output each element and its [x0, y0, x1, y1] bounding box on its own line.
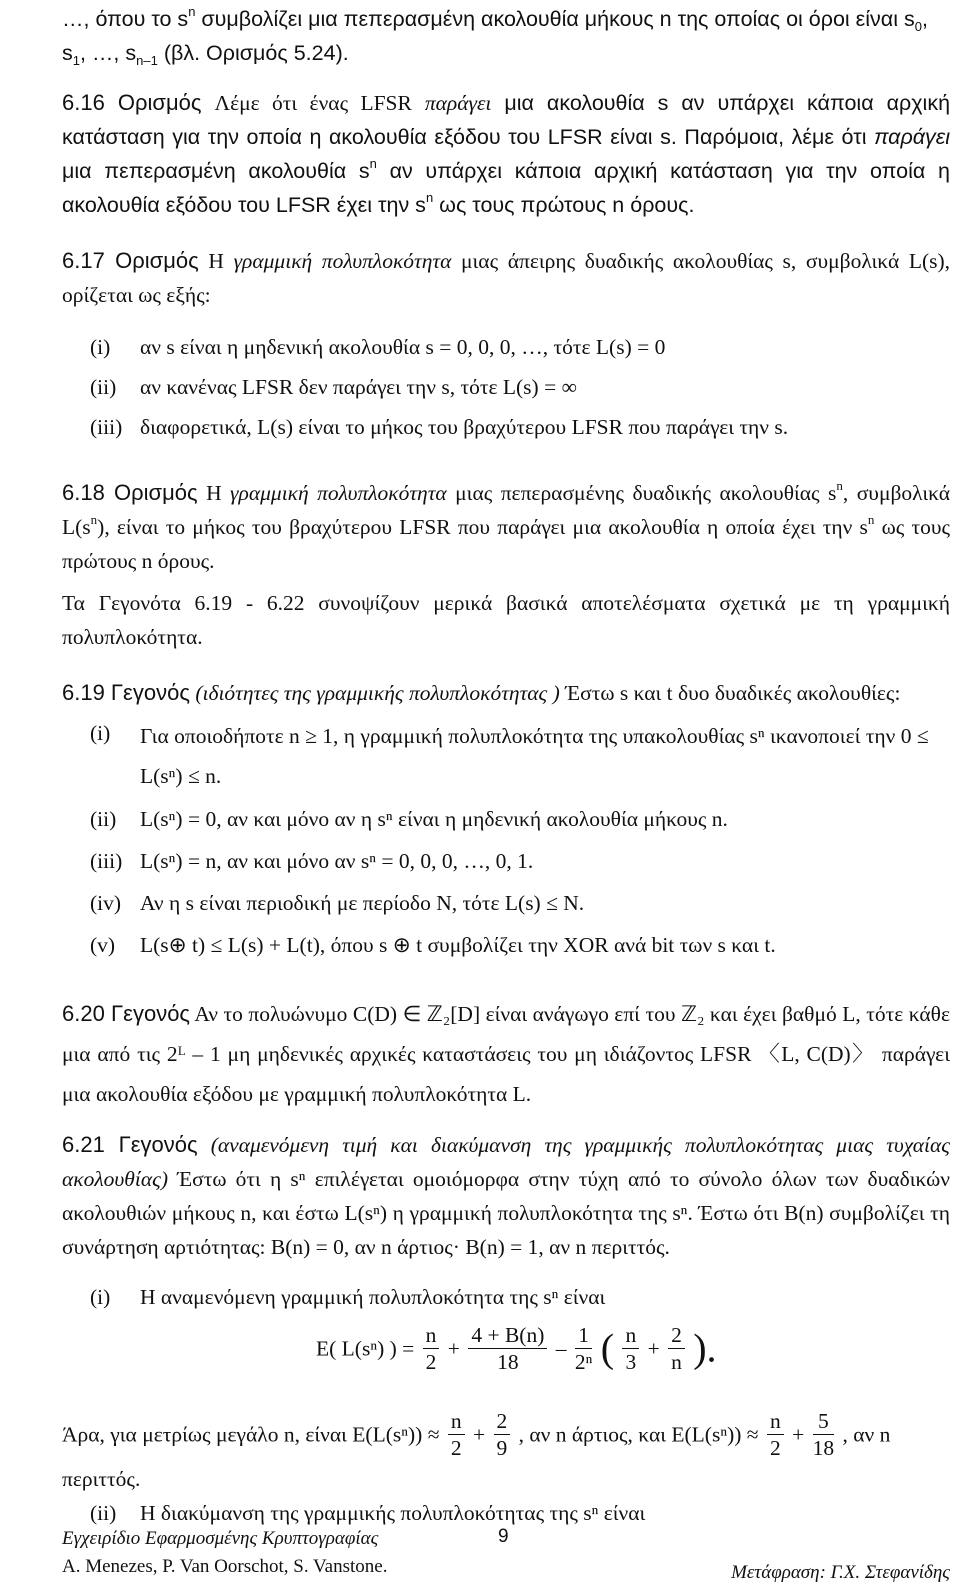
footer-translation: Μετάφραση: Γ.Χ. Στεφανίδης: [731, 1562, 950, 1583]
approximation-line: [62, 1408, 950, 1461]
denominator: 2: [450, 1436, 462, 1460]
footer-book-title: Εγχειρίδιο Εφαρμοσμένης Κρυπτογραφίας: [62, 1528, 379, 1549]
fact-text: Έστω s και t δυο δυαδικές ακολουθίες:: [565, 681, 901, 705]
denominator: 3: [625, 1350, 637, 1374]
denominator: n: [671, 1350, 682, 1374]
fraction: [448, 1408, 465, 1461]
fact-6-19: [62, 676, 950, 710]
fact-heading: 6.20 Γεγονός: [62, 1001, 191, 1026]
summary-text: Τα Γεγονότα 6.19 - 6.22 συνοψίζουν μερικά βασικά αποτελέσματα σχετικά με τη γραμμική πολυπλοκότητα.: [62, 591, 950, 649]
list-label: (iii): [90, 849, 123, 873]
fraction: [423, 1322, 440, 1375]
definition-text: ), είναι το μήκος του βραχύτερου LFSR που παράγει μια ακολουθία η οποία έχει την s: [97, 515, 868, 539]
fraction: [622, 1322, 639, 1375]
intro-paragraph: …, όπου το $s^n$ συμβολίζει μια πεπερασμένη ακολουθία μήκους n της οποίας οι όροι είναι $s_0$, $s_1$, …, $s_{n-1}$ (βλ. Ορισμός 5.24).: [62, 4, 928, 68]
intro-text: (βλ. Ορισμός 5.24).: [157, 41, 349, 65]
fraction: [468, 1322, 547, 1375]
list-text: αν κανένας LFSR δεν παράγει την s, τότε L(s) = ∞: [140, 375, 577, 399]
definition-text: αν υπάρχει κάποια αρχική κατάσταση για την οποία η ακολουθία εξόδου του LFSR έχει την s: [62, 159, 950, 217]
numerator: n: [622, 1322, 639, 1349]
sup: n: [836, 478, 843, 493]
list-text: Αν η s είναι περιοδική με περίοδο N, τότε L(s) ≤ N.: [140, 891, 585, 915]
fraction: [767, 1408, 784, 1461]
definition-text: μια πεπερασμένη ακολουθία s: [62, 159, 370, 183]
sup: n: [867, 512, 875, 527]
intro-text: s: [62, 41, 73, 65]
definition-text: ως τους πρώτους n όρους.: [62, 515, 950, 573]
sup: n: [188, 4, 196, 19]
definition-term: παράγει: [874, 125, 950, 149]
list-text: L(sⁿ) = 0, αν και μόνο αν η sⁿ είναι η μηδενική ακολουθία μήκους n.: [140, 807, 728, 831]
list-label: (iii): [90, 415, 123, 439]
sub: 1: [72, 53, 80, 68]
list-label: (ii): [90, 807, 117, 831]
footer-authors: A. Menezes, P. Van Oorschot, S. Vanstone.: [62, 1556, 388, 1577]
definition-text: ως τους πρώτους n όρους.: [439, 193, 695, 217]
definition-term: παράγει: [424, 91, 492, 115]
list-label: (ii): [90, 375, 117, 399]
definition-6-18: [62, 476, 950, 578]
sub: 0: [914, 19, 922, 34]
paren: (: [600, 1325, 615, 1371]
list-label: (ii): [90, 1501, 117, 1525]
fact-text: Έστω ότι η sⁿ επιλέγεται ομοιόμορφα στην τύχη από το σύνολο όλων των δυαδικών ακολουθιών μήκους n, και έστω L(sⁿ) η γραμμική πολυπλοκότητα της sⁿ. Έστω ότι B(n) συμβολίζει τη συνάρτηση αρτιότητας: B(n) = 0, αν n άρτιος· B(n) = 1, αν n περιττός.: [62, 1167, 950, 1259]
denominator: 18: [812, 1436, 835, 1460]
fact-heading: 6.19 Γεγονός: [62, 680, 190, 705]
definition-6-17: [62, 244, 950, 312]
list-text: αν s είναι η μηδενική ακολουθία s = 0, 0, 0, …, τότε L(s) = 0: [140, 335, 666, 359]
approx-text: , αν n: [842, 1422, 891, 1447]
definition-term: γραμμική πολυπλοκότητα: [230, 481, 447, 505]
definition-text: μιας πεπερασμένης δυαδικής ακολουθίας s: [455, 481, 837, 505]
sup: n: [425, 190, 434, 205]
list-text: Η διακύμανση της γραμμικής πολυπλοκότητας της sⁿ είναι: [140, 1501, 646, 1525]
sub: n–1: [136, 53, 158, 68]
definition-heading: 6.18 Ορισμός: [62, 480, 198, 505]
intro-text: συμβολίζει μια πεπερασμένη ακολουθία μήκους n της οποίας οι όροι είναι s: [195, 7, 915, 31]
sup: n: [90, 512, 98, 527]
list-label: (v): [90, 933, 116, 957]
definition-heading: 6.17 Ορισμός: [62, 248, 199, 273]
approximation-line-end: [62, 1462, 950, 1496]
approx-text: Άρα, για μετρίως μεγάλο n, είναι E(L(sⁿ)) ≈: [62, 1422, 440, 1447]
operator: +: [473, 1422, 486, 1447]
operator: +: [647, 1336, 660, 1361]
definition-text: μια ακολουθία s αν υπάρχει κάποια αρχική κατάσταση για την οποία η ακολουθία εξόδου του LFSR είναι s. Παρόμοια, λέμε ότι: [62, 91, 951, 149]
approx-text: περιττός.: [62, 1467, 141, 1491]
operator: +: [792, 1422, 805, 1447]
numerator: 2: [494, 1408, 511, 1435]
fact-6-20: [62, 994, 950, 1114]
fraction: [813, 1408, 835, 1461]
expected-value-formula: [316, 1322, 956, 1375]
fraction: [668, 1322, 685, 1375]
numerator: n: [448, 1408, 465, 1435]
definition-text: μιας άπειρης δυαδικής ακολουθίας s, συμβολικά L(s), ορίζεται ως εξής:: [62, 249, 951, 307]
definition-text: Η: [206, 481, 222, 505]
fact-heading: 6.21 Γεγονός: [62, 1132, 198, 1157]
numerator: 4 + B(n): [468, 1322, 547, 1349]
fraction: [575, 1322, 593, 1375]
fact-text: Αν το πολυώνυμο C(D) ∈ ℤ₂[D] είναι ανάγωγο επί του ℤ₂ και έχει βαθμό L, τότε κάθε μια από τις 2ᴸ – 1 μη μηδενικές αρχικές καταστάσεις του μη ιδιάζοντος LFSR 〈L, C(D)〉 παράγει μια ακολουθία εξόδου με γραμμική πολυπλοκότητα L.: [62, 1002, 950, 1106]
operator: +: [447, 1336, 460, 1361]
denominator: 2: [425, 1350, 437, 1374]
definition-text: Λέμε ότι ένας LFSR: [214, 91, 412, 115]
sup: n: [369, 156, 377, 171]
paren: ).: [693, 1325, 717, 1371]
definition-text: , συμβολικά L(s: [62, 481, 951, 539]
intro-text: , …, s: [79, 41, 137, 65]
numerator: 1: [575, 1322, 593, 1349]
denominator: 2ⁿ: [574, 1350, 593, 1374]
definition-text: Η: [208, 249, 224, 273]
numerator: 5: [813, 1408, 835, 1435]
list-text: Για οποιοδήποτε n ≥ 1, η γραμμική πολυπλοκότητα της υπακολουθίας sⁿ ικανοποιεί την 0 ≤ L(sⁿ) ≤ n.: [140, 724, 929, 788]
denominator: 18: [497, 1350, 519, 1374]
definition-heading: 6.16 Ορισμός: [62, 90, 202, 115]
definition-term: γραμμική πολυπλοκότητα: [233, 249, 452, 273]
denominator: 9: [496, 1436, 508, 1460]
denominator: 2: [769, 1436, 781, 1460]
numerator: 2: [668, 1322, 685, 1349]
fraction: [494, 1408, 511, 1461]
definition-6-16: [62, 86, 950, 222]
fact-title: (ιδιότητες της γραμμικής πολυπλοκότητας ): [195, 681, 560, 705]
list-text: L(sⁿ) = n, αν και μόνο αν sⁿ = 0, 0, 0, …, 0, 1.: [140, 849, 534, 873]
page-number: 9: [498, 1526, 509, 1547]
fact-6-21: [62, 1128, 950, 1264]
list-text: Η αναμενόμενη γραμμική πολυπλοκότητα της sⁿ είναι: [140, 1285, 606, 1309]
list-label: (i): [90, 721, 111, 745]
fact-title: (αναμενόμενη τιμή και διακύμανση της γραμμικής πολυπλοκότητας μιας τυχαίας ακολουθίας): [62, 1133, 950, 1191]
numerator: n: [423, 1322, 440, 1349]
list-label: (i): [90, 1285, 111, 1309]
list-text: διαφορετικά, L(s) είναι το μήκος του βραχύτερου LFSR που παράγει την s.: [140, 415, 789, 439]
numerator: n: [767, 1408, 784, 1435]
formula-lhs: E( L(sⁿ) ) =: [316, 1336, 415, 1361]
approx-text: , αν n άρτιος, και E(L(sⁿ)) ≈: [518, 1422, 759, 1447]
list-label: (i): [90, 335, 111, 359]
list-label: (iv): [90, 891, 122, 915]
operator: –: [555, 1336, 567, 1361]
list-text: L(s⊕ t) ≤ L(s) + L(t), όπου s ⊕ t συμβολίζει την XOR ανά bit των s και t.: [140, 933, 776, 957]
summary-paragraph: [62, 586, 950, 654]
intro-text: …, όπου το s: [62, 7, 189, 31]
